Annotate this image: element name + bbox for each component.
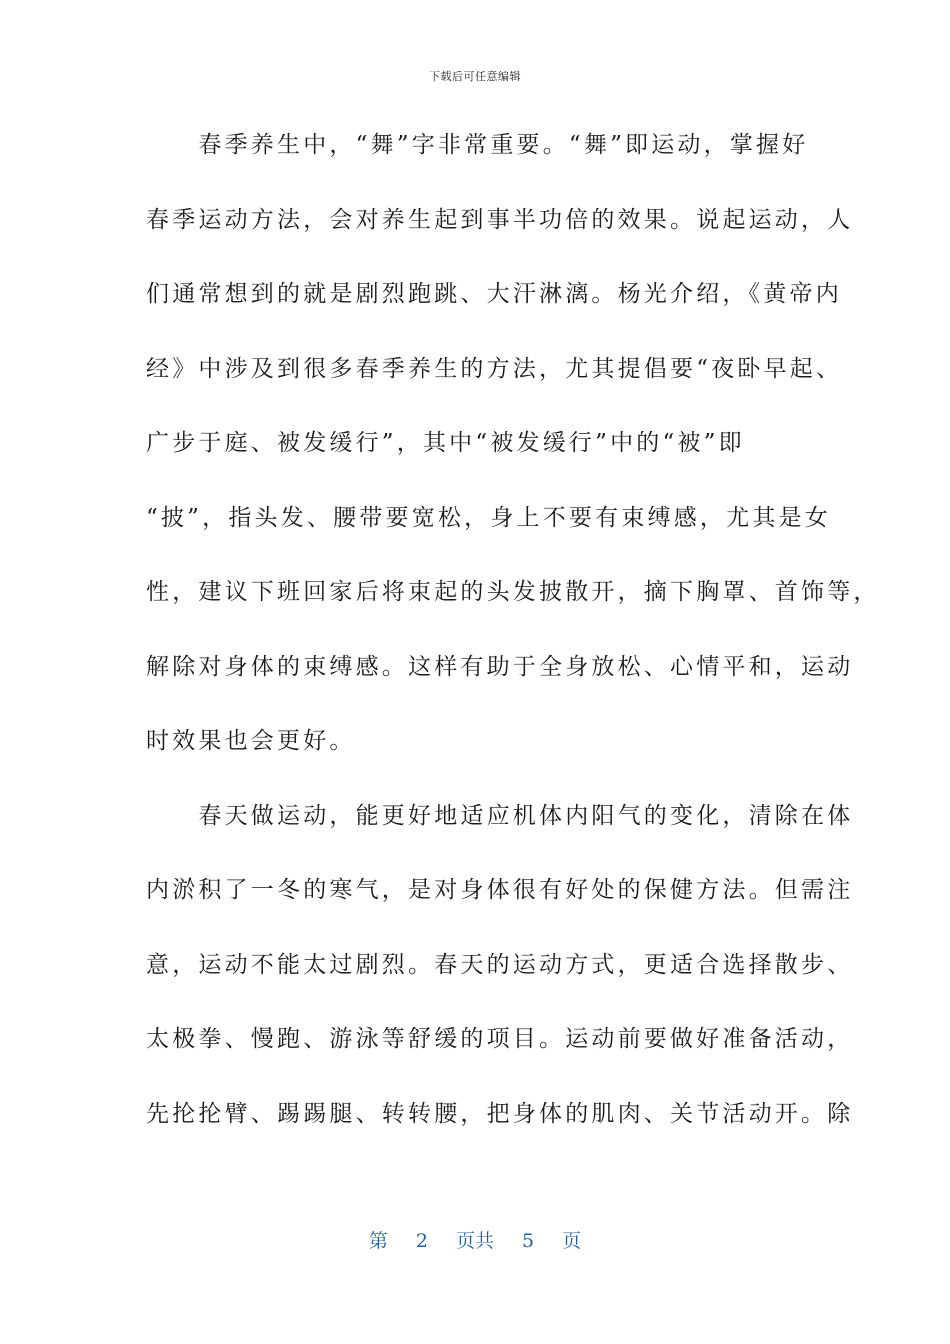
total-pages-number: 5 — [522, 1230, 535, 1252]
footer-suffix: 页 — [562, 1230, 582, 1252]
body-text — [146, 122, 880, 1165]
text-line: 广步于庭、被发缓行”，其中“被发缓行”中的“被”即 — [146, 430, 745, 456]
text-line: “披”，指头发、腰带要宽松，身上不要有束缚感，尤其是女 — [146, 504, 831, 531]
paragraph — [146, 793, 854, 1166]
current-page-number: 2 — [415, 1230, 428, 1252]
text-line: 解除对身体的束缚感。这样有助于全身放松、心情平和，运动 — [146, 653, 854, 680]
footer-prefix: 第 — [368, 1230, 388, 1252]
footer-middle: 页共 — [455, 1230, 494, 1252]
text-line: 内淤积了一冬的寒气，是对身体很有好处的保健方法。但需注 — [146, 877, 854, 903]
text-line: 性，建议下班回家后将束起的头发披散开，摘下胸罩、首饰等， — [146, 579, 880, 605]
text-line: 们通常想到的就是剧烈跑跳、大汗淋漓。杨光介绍，《黄帝内 — [146, 281, 842, 307]
text-line: 太极拳、慢跑、游泳等舒缓的项目。运动前要做好准备活动， — [146, 1026, 854, 1052]
text-line: 时效果也会更好。 — [146, 728, 356, 754]
header-note: 下载后可任意编辑 — [429, 70, 521, 83]
text-line: 春季养生中，“舞”字非常重要。“舞”即运动，掌握好 — [146, 132, 809, 158]
page-footer — [0, 1226, 950, 1253]
paragraph — [146, 122, 880, 793]
text-line: 先抡抡臂、踢踢腿、转转腰，把身体的肌肉、关节活动开。除 — [146, 1100, 854, 1127]
text-line: 经》中涉及到很多春季养生的方法，尤其提倡要“夜卧早起、 — [146, 355, 843, 382]
text-line: 春季运动方法，会对养生起到事半功倍的效果。说起运动，人 — [146, 206, 854, 233]
text-line: 春天做运动，能更好地适应机体内阳气的变化，清除在体 — [146, 802, 854, 829]
text-line: 意，运动不能太过剧烈。春天的运动方式，更适合选择散步、 — [146, 951, 854, 978]
